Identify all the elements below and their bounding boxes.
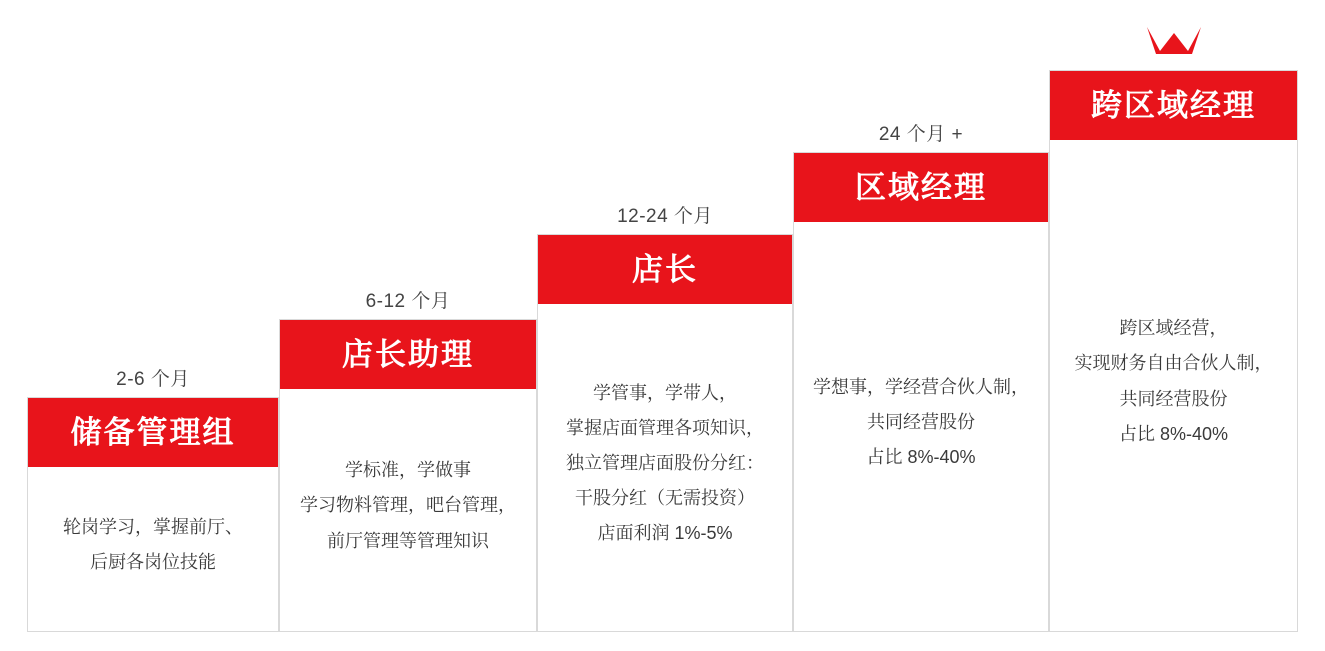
stage-body-line: 掌握店面管理各项知识， bbox=[566, 417, 764, 438]
stage-body-1 bbox=[280, 389, 536, 631]
stage-body-line: 后厨各岗位技能 bbox=[90, 552, 216, 572]
career-stage-0 bbox=[27, 397, 279, 632]
stage-body-line: 占比 8%-40% bbox=[1118, 423, 1229, 444]
stage-title-2: 店长 bbox=[538, 235, 792, 304]
stage-body-line: 学习物料管理，吧台管理， bbox=[300, 495, 516, 516]
stage-body-0 bbox=[28, 467, 278, 631]
stage-title-0: 储备管理组 bbox=[28, 398, 278, 467]
career-stage-3 bbox=[793, 152, 1049, 632]
stage-body-line: 店面利润 1%-5% bbox=[597, 523, 733, 544]
stage-body-line: 共同经营股份 bbox=[1119, 388, 1228, 409]
stage-body-line: 学想事，学经营合伙人制， bbox=[813, 376, 1029, 397]
stage-duration-3: 24 个月 + bbox=[878, 124, 964, 145]
stage-duration-0: 2-6 个月 bbox=[116, 369, 190, 390]
stage-body-line: 跨区域经营， bbox=[1119, 318, 1228, 339]
stage-body-line: 共同经营股份 bbox=[867, 411, 975, 432]
stage-title-1: 店长助理 bbox=[280, 320, 536, 389]
stage-body-line: 学管事，学带人， bbox=[593, 382, 737, 403]
stage-body-line: 前厅管理等管理知识 bbox=[327, 530, 489, 551]
stage-title-4: 跨区域经理 bbox=[1050, 71, 1297, 140]
stage-body-4 bbox=[1050, 140, 1297, 631]
stage-body-line: 独立管理店面股份分红： bbox=[566, 452, 764, 473]
career-stage-4 bbox=[1049, 70, 1298, 632]
career-stage-2 bbox=[537, 234, 793, 632]
stage-title-3: 区域经理 bbox=[794, 153, 1048, 222]
stage-body-3 bbox=[794, 222, 1048, 631]
stage-duration-2: 12-24 个月 bbox=[617, 206, 713, 227]
stage-body-line: 轮岗学习，掌握前厅、 bbox=[63, 516, 243, 537]
stage-body-line: 实现财务自由合伙人制， bbox=[1074, 353, 1273, 374]
stage-body-line: 占比 8%-40% bbox=[866, 447, 976, 468]
career-stage-1 bbox=[279, 319, 537, 632]
stage-body-2 bbox=[538, 304, 792, 631]
crown-icon bbox=[1049, 25, 1298, 55]
stage-duration-1: 6-12 个月 bbox=[365, 291, 451, 312]
stage-body-line: 学标准，学做事 bbox=[345, 460, 471, 481]
stage-body-line: 干股分红（无需投资） bbox=[575, 488, 755, 509]
